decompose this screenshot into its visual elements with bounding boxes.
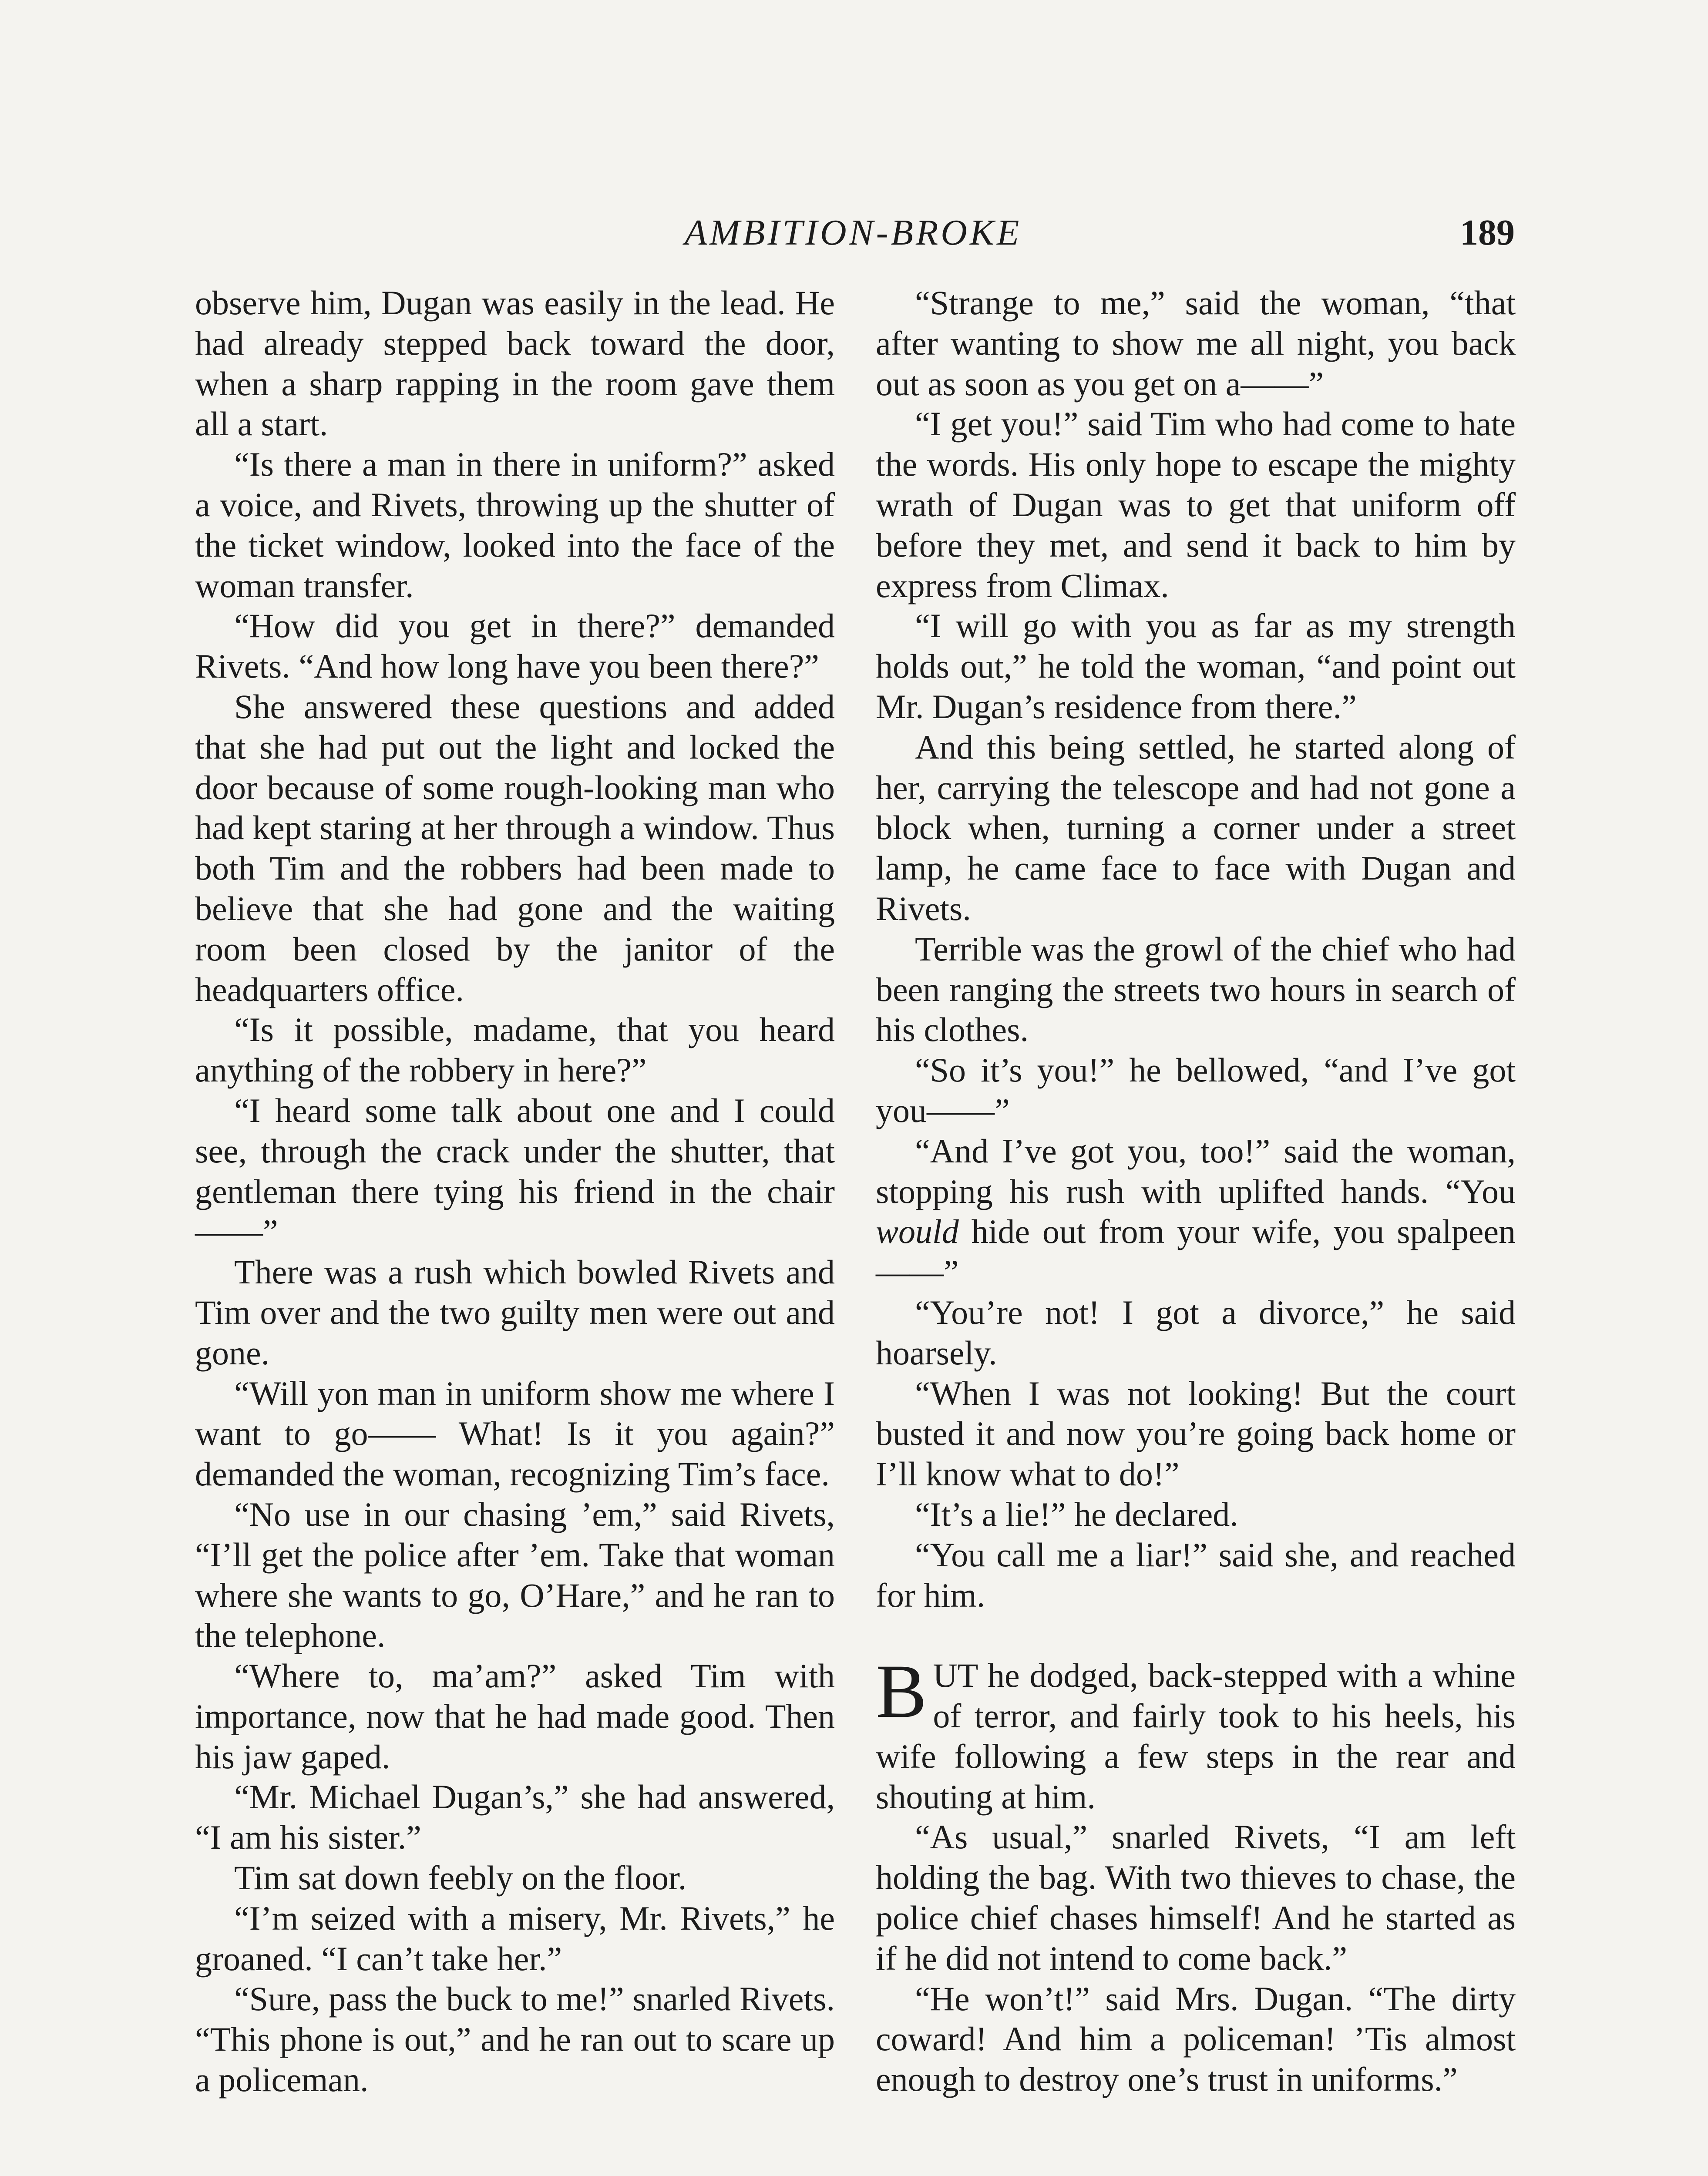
- paragraph: Terrible was the growl of the chief who had been ranging the streets two hours in search of his clothes.: [876, 930, 1516, 1049]
- paragraph: “I heard some talk about one and I could see, through the crack under the shutter, that gentleman there tying his friend in the chair——”: [195, 1091, 835, 1251]
- paragraph-text: UT he dodged, back-stepped with a whine of terror, and fairly took to his heels, his wife following a few steps in the rear and shouting at him.: [876, 1656, 1516, 1816]
- paragraph: “Will yon man in uniform show me where I want to go—— What! Is it you again?” demanded the woman, recognizing Tim’s face.: [195, 1374, 835, 1493]
- drop-cap: B: [876, 1649, 927, 1734]
- paragraph: [876, 1131, 1516, 1293]
- page-number: 189: [1460, 212, 1515, 253]
- paragraph: “Mr. Michael Dugan’s,” she had answered, “I am his sister.”: [195, 1778, 835, 1857]
- paragraph: “No use in our chasing ’em,” said Rivets, “I’ll get the police after ’em. Take that woman where she wants to go, O’Hare,” and he ran to the telephone.: [195, 1495, 835, 1655]
- paragraph: There was a rush which bowled Rivets and Tim over and the two guilty men were out and gone.: [195, 1253, 835, 1372]
- paragraph: observe him, Dugan was easily in the lead. He had already stepped back toward the door, when a sharp rapping in the room gave them all a start.: [195, 284, 835, 443]
- paragraph: “You’re not! I got a divorce,” he said hoarsely.: [876, 1293, 1516, 1372]
- paragraph: “Is it possible, madame, that you heard anything of the robbery in here?”: [195, 1011, 835, 1089]
- paragraph: She answered these questions and added that she had put out the light and locked the door because of some rough-looking man who had kept staring at her through a window. Thus both Tim and the robbers had been made to believe that she had gone and the waiting room been closed by the janitor of the headquarters office.: [195, 687, 835, 1008]
- paragraph: “I’m seized with a misery, Mr. Rivets,” he groaned. “I can’t take her.”: [195, 1899, 835, 1978]
- paragraph-text: “And I’ve got you, too!” said the woman, stopping his rush with uplifted hands. “You: [876, 1132, 1516, 1210]
- paragraph: “As usual,” snarled Rivets, “I am left holding the bag. With two thieves to chase, the police chief chases himself! And he started as if he did not intend to come back.”: [876, 1818, 1516, 1977]
- paragraph: “You call me a liar!” said she, and reached for him.: [876, 1535, 1516, 1614]
- paragraph: “I get you!” said Tim who had come to hate the words. His only hope to escape the mighty wrath of Dugan was to get that uniform off before they met, and send it back to him by express from Climax.: [876, 405, 1516, 604]
- left-column: [195, 283, 835, 2100]
- right-column: [876, 283, 1516, 2100]
- paragraph: “Strange to me,” said the woman, “that after wanting to show me all night, you back out as soon as you get on a——”: [876, 284, 1516, 403]
- paragraph: “I will go with you as far as my strength holds out,” he told the woman, “and point out Mr. Dugan’s residence from there.”: [876, 607, 1516, 725]
- paragraph: “It’s a lie!” he declared.: [915, 1495, 1238, 1533]
- emphasis: would: [876, 1212, 959, 1251]
- paragraph: “He won’t!” said Mrs. Dugan. “The dirty coward! And him a policeman! ’Tis almost enough to destroy one’s trust in uniforms.”: [876, 1979, 1516, 2099]
- paragraph: “Is there a man in there in uniform?” asked a voice, and Rivets, throwing up the shutter of the ticket window, looked into the face of the woman transfer.: [195, 445, 835, 604]
- paragraph: And this being settled, he started along of her, carrying the telescope and had not gone a block when, turning a corner under a street lamp, he came face to face with Dugan and Rivets.: [876, 728, 1516, 927]
- paragraph: “How did you get in there?” demanded Rivets. “And how long have you been there?”: [195, 607, 835, 685]
- paragraph: “Sure, pass the buck to me!” snarled Rivets. “This phone is out,” and he ran out to scare up a policeman.: [195, 1980, 835, 2099]
- paragraph: “Where to, ma’am?” asked Tim with importance, now that he had made good. Then his jaw gaped.: [195, 1657, 835, 1776]
- paragraph-text: hide out from your wife, you spalpeen——”: [876, 1212, 1516, 1291]
- paragraph: “So it’s you!” he bellowed, “and I’ve got you——”: [876, 1051, 1516, 1129]
- running-head: AMBITION-BROKE: [684, 212, 1022, 253]
- paragraph: Tim sat down feebly on the floor.: [234, 1859, 687, 1897]
- section-paragraph: [876, 1649, 1516, 1817]
- page-header: [192, 200, 1515, 265]
- paragraph: “When I was not looking! But the court busted it and now you’re going back home or I’ll know what to do!”: [876, 1374, 1516, 1493]
